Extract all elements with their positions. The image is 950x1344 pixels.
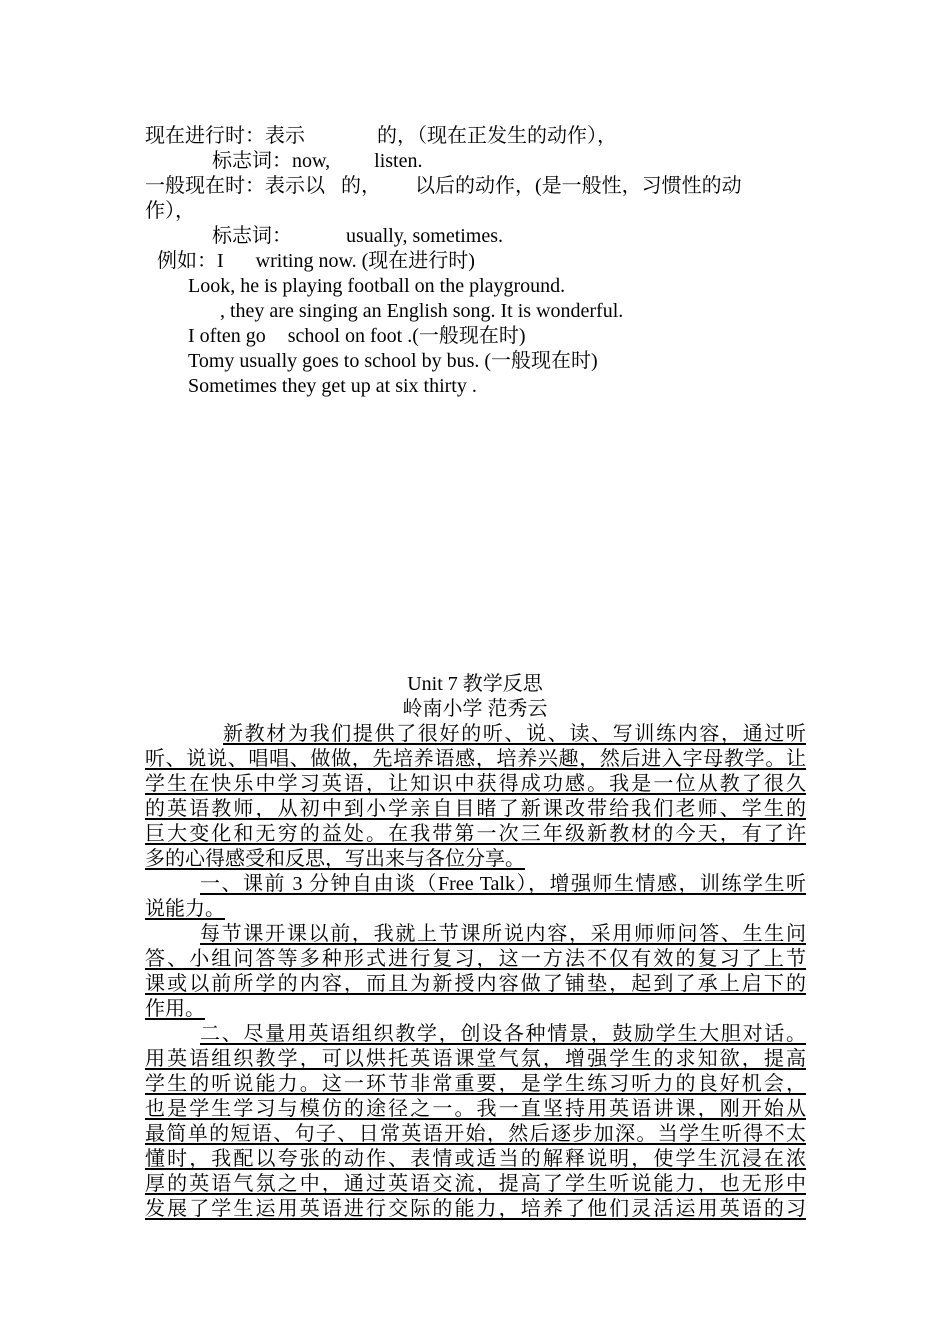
- section-heading-2: [200, 1022, 806, 1047]
- line-text: 发展了学生运用英语进行交际的能力，培养了他们灵活运用英语的习: [145, 1198, 806, 1220]
- line-text: 二、尽量用英语组织教学，创设各种情景，鼓励学生大胆对话。: [200, 1023, 806, 1045]
- definition-text: 现在进行时：表示: [145, 125, 305, 147]
- line-text: 听、说说、唱唱、做做，先培养语感，培养兴趣，然后进入字母教学。让: [145, 748, 806, 770]
- definition-text: 作），: [145, 200, 195, 222]
- example-3: [220, 299, 885, 324]
- line-text: 说能力。: [145, 898, 225, 920]
- reflection-line: [145, 897, 810, 922]
- present-continuous-markers: [212, 149, 877, 174]
- reflection-line: [145, 997, 810, 1022]
- example-2: [188, 274, 853, 299]
- present-continuous-definition: [145, 124, 810, 149]
- simple-present-definition: [145, 174, 810, 199]
- example-text: Tomy usually goes to school by bus. (一般现在时): [188, 350, 598, 372]
- simple-present-definition-cont: [145, 199, 810, 224]
- line-text: 多的心得感受和反思，写出来与各位分享。: [145, 848, 525, 870]
- example-text: Sometimes they get up at six thirty .: [188, 375, 477, 397]
- line-text: 一、课前 3 分钟自由谈（Free Talk），增强师生情感，训练学生听: [200, 873, 806, 895]
- example-text: school on foot .(一般现在时): [287, 325, 526, 347]
- reflection-line: [145, 1172, 806, 1197]
- line-text: 最简单的短语、句子、日常英语开始，然后逐步加深。当学生听得不太: [145, 1123, 806, 1145]
- example-5: [188, 349, 853, 374]
- line-text: 每节课开课以前，我就上节课所说内容，采用师师问答、生生问: [200, 923, 806, 945]
- simple-present-markers: [212, 224, 877, 249]
- example-text: I often go: [188, 325, 266, 347]
- example-text: Look, he is playing football on the playground.: [188, 275, 566, 297]
- reflection-line: [145, 1072, 806, 1097]
- reflection-line: [200, 922, 806, 947]
- example-6: [188, 374, 853, 399]
- line-text: 学生在快乐中学习英语，让知识中获得成功感。我是一位从教了很久: [145, 773, 806, 795]
- line-text: 懂时，我配以夸张的动作、表情或适当的解释说明，使学生沉浸在浓: [145, 1148, 806, 1170]
- example-4: [188, 324, 853, 349]
- line-text: 课或以前所学的内容，而且为新授内容做了铺垫，起到了承上启下的: [145, 973, 806, 995]
- definition-text: 的，（现在正发生的动作），: [377, 125, 617, 147]
- line-text: 也是学生学习与模仿的途径之一。我一直坚持用英语讲课，刚开始从: [145, 1098, 806, 1120]
- line-text: 用英语组织教学，可以烘托英语课堂气氛，增强学生的求知欲，提高: [145, 1048, 806, 1070]
- reflection-line: [145, 772, 806, 797]
- reflection-line: [145, 947, 806, 972]
- example-1: [157, 249, 822, 274]
- reflection-title: Unit 7 教学反思: [407, 673, 543, 695]
- example-text: writing now. (现在进行时): [255, 250, 475, 272]
- reflection-line: [145, 1097, 806, 1122]
- line-text: 的英语教师，从初中到小学亲自目睹了新课改带给我们老师、学生的: [145, 798, 806, 820]
- line-text: 作用。: [145, 998, 205, 1020]
- reflection-line: [145, 747, 806, 772]
- line-text: 巨大变化和无穷的益处。在我带第一次三年级新教材的今天，有了许: [145, 823, 806, 845]
- definition-text: 以后的动作，(是一般性，习惯性的动: [415, 175, 742, 197]
- section-heading-1: [200, 872, 806, 897]
- example-text: , they are singing an English song. It is wonderful.: [220, 300, 624, 322]
- line-text: 新教材为我们提供了很好的听、说、读、写训练内容，通过听: [223, 723, 806, 745]
- reflection-line: [145, 1147, 806, 1172]
- reflection-line: [145, 972, 806, 997]
- line-text: 学生的听说能力。这一环节非常重要，是学生练习听力的良好机会，: [145, 1073, 806, 1095]
- definition-text: 的，: [341, 175, 381, 197]
- reflection-line: [223, 722, 806, 747]
- marker-text: usually, sometimes.: [346, 225, 504, 247]
- reflection-line: [145, 797, 806, 822]
- underline-fill: [525, 847, 575, 872]
- reflection-line: [145, 822, 806, 847]
- reflection-line: [145, 1122, 806, 1147]
- reflection-author: 岭南小学 范秀云: [402, 698, 548, 720]
- reflection-line: [145, 1197, 806, 1222]
- marker-text: listen.: [374, 150, 423, 172]
- definition-text: 一般现在时：表示以: [145, 175, 325, 197]
- reflection-line: [145, 1047, 806, 1072]
- line-text: 厚的英语气氛之中，通过英语交流，提高了学生听说能力，也无形中: [145, 1173, 806, 1195]
- marker-text: 标志词：now,: [212, 150, 331, 172]
- line-text: 答、小组问答等多种形式进行复习，这一方法不仅有效的复习了上节: [145, 948, 806, 970]
- reflection-line: [145, 847, 810, 872]
- marker-text: 标志词：: [212, 225, 292, 247]
- example-label: 例如：I: [157, 250, 224, 272]
